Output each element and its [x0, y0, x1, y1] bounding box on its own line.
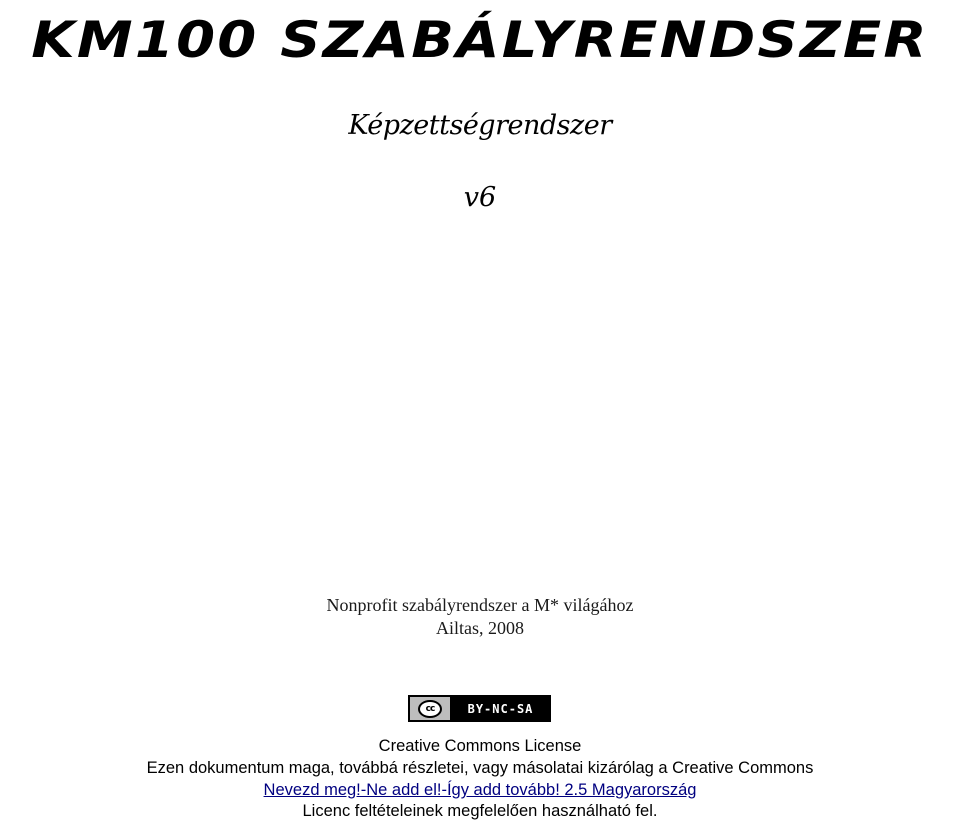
document-title: KM100 SZABÁLYRENDSZER: [31, 11, 929, 69]
document-version: v6: [463, 182, 497, 213]
license-link[interactable]: Nevezd meg!-Ne add el!-Így add tovább! 2.5 Magyarország: [263, 781, 697, 799]
creative-commons-icon: [410, 697, 452, 720]
license-text-line: Ezen dokumentum maga, továbbá részletei, vagy másolatai kizárólag a Creative Commons: [146, 759, 814, 777]
license-text-line-end: Licenc feltételeinek megfelelően használható fel.: [302, 802, 658, 820]
cc-terms-label: BY-NC-SA: [467, 701, 534, 716]
cc-license-badge[interactable]: [408, 695, 551, 722]
license-heading: Creative Commons License: [378, 737, 582, 755]
cc-logo-text: cc: [418, 700, 442, 718]
document-author-year: Ailtas, 2008: [436, 618, 524, 638]
document-description: Nonprofit szabályrendszer a M* világához: [326, 595, 634, 615]
license-link-line: [0, 780, 960, 801]
document-subtitle: Képzettségrendszer: [348, 110, 612, 141]
